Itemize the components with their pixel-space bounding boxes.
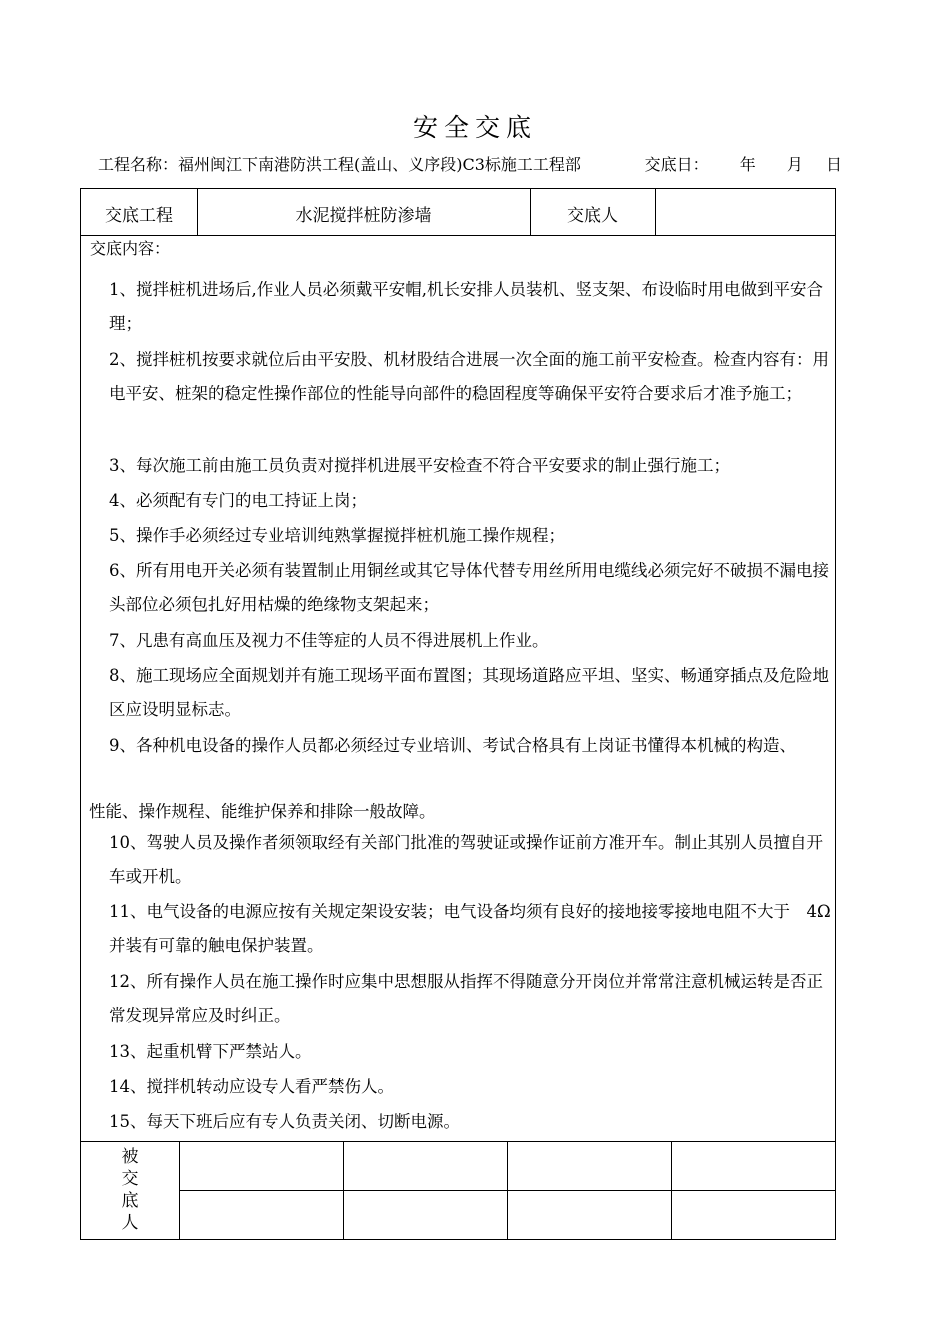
item-15: 15、每天下班后应有专人负责关闭、切断电源。: [109, 1112, 460, 1131]
signature-cell[interactable]: [344, 1191, 506, 1238]
content-label: 交底内容：: [90, 239, 171, 258]
project-label: 交底工程: [105, 206, 173, 226]
item-10: 10、驾驶人员及操作者须领取经有关部门批准的驾驶证或操作证前方准开车。制止其别人员擅自开车或开机。: [109, 833, 823, 886]
signee-label: [81, 1146, 179, 1234]
item-1: 1、搅拌桩机进场后,作业人员必须戴平安帽,机长安排人员装机、竖支架、布设临时用电做到平安合理；: [109, 280, 823, 333]
header-info: [98, 152, 842, 176]
item-4: 4、必须配有专门的电工持证上岗；: [109, 491, 367, 510]
item-13: 13、起重机臂下严禁站人。: [109, 1042, 312, 1061]
signature-cell[interactable]: [508, 1191, 670, 1238]
item-9-continued: 性能、操作规程、能维护保养和排除一般故障。: [89, 802, 436, 821]
briefer-label: 交底人: [567, 206, 618, 226]
project-name: 工程名称：福州闽江下南港防洪工程(盖山、义序段)C3标施工工程部: [98, 155, 581, 174]
briefing-table: [80, 188, 836, 1240]
signature-cell[interactable]: [672, 1142, 834, 1189]
item-5: 5、操作手必须经过专业培训纯熟掌握搅拌桩机施工操作规程；: [109, 526, 565, 545]
date-day: 日: [825, 155, 842, 174]
item-8: 8、施工现场应全面规划并有施工现场平面布置图；其现场道路应平坦、坚实、畅通穿插点及危险地区应设明显标志。: [109, 666, 829, 719]
item-12: 12、所有操作人员在施工操作时应集中思想服从指挥不得随意分开岗位并常常注意机械运转是否正常发现异常应及时纠正。: [109, 972, 823, 1025]
signature-cell[interactable]: [672, 1191, 834, 1238]
signee-label-text: 被交底人: [121, 1147, 139, 1233]
briefing-date: [633, 152, 842, 175]
item-14: 14、搅拌机转动应设专人看严禁伤人。: [109, 1077, 394, 1096]
project-value: 水泥搅拌桩防渗墙: [295, 206, 432, 226]
signature-cell[interactable]: [180, 1142, 342, 1189]
page-title: 安全交底: [412, 113, 537, 142]
signature-cell[interactable]: [180, 1191, 342, 1238]
item-6: 6、所有用电开关必须有装置制止用铜丝或其它导体代替专用丝所用电缆线必须完好不破损不漏电接头部位必须包扎好用枯燥的绝缘物支架起来；: [109, 561, 829, 614]
signature-cell[interactable]: [344, 1142, 506, 1189]
date-year: 年: [739, 155, 756, 174]
signature-cell[interactable]: [508, 1142, 670, 1189]
item-7: 7、凡患有高血压及视力不佳等症的人员不得进展机上作业。: [109, 631, 549, 650]
item-3: 3、每次施工前由施工员负责对搅拌机进展平安检查不符合平安要求的制止强行施工；: [109, 456, 730, 475]
item-2: 2、搅拌桩机按要求就位后由平安股、机材股结合进展一次全面的施工前平安检查。检查内容有：用电平安、桩架的稳定性操作部位的性能导向部件的稳固程度等确保平安符合要求后才准予施工；: [109, 350, 829, 403]
date-label: 交底日：: [644, 155, 709, 174]
item-11: 11、电气设备的电源应按有关规定架设安装；电气设备均须有良好的接地接零接地电阻不大于 4Ω 并装有可靠的触电保护装置。: [109, 902, 831, 955]
date-month: 月: [786, 155, 803, 174]
item-9: 9、各种机电设备的操作人员都必须经过专业培训、考试合格具有上岗证书懂得本机械的构造、: [109, 736, 796, 755]
